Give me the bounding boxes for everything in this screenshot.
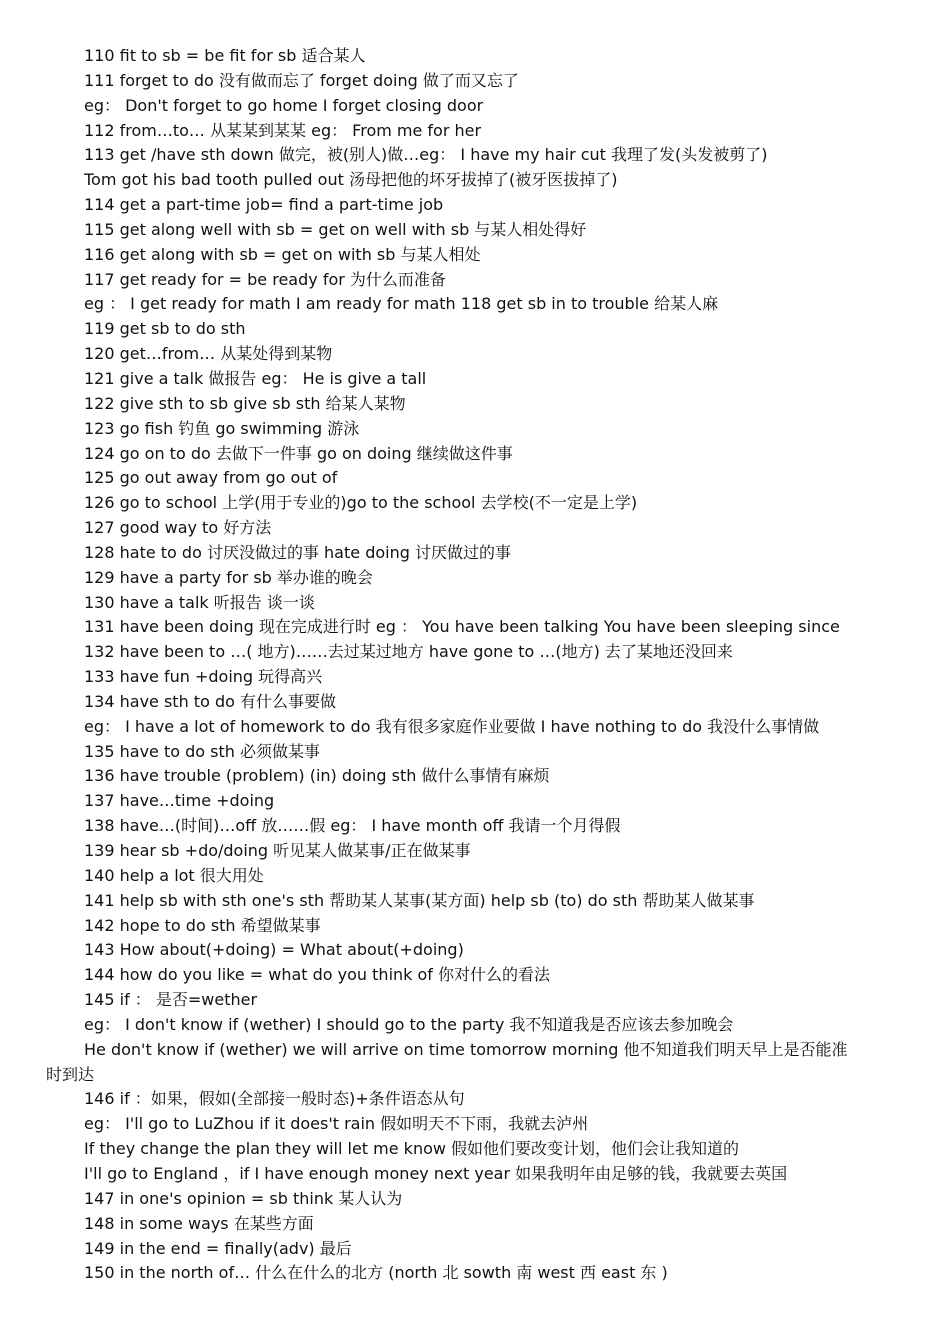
text-line: 150 in the north of… 什么在什么的北方 (north 北 sowth 南 west 西 east 东 )	[84, 1263, 668, 1283]
text-line: 122 give sth to sb give sb sth 给某人某物	[84, 393, 406, 413]
text-line: eg： Don't forget to go home I forget closing door	[84, 95, 484, 115]
text-line: 110 fit to sb = be fit for sb 适合某人	[84, 46, 366, 65]
text-line: 134 have sth to do 有什么事要做	[84, 691, 336, 711]
text-line: 148 in some ways 在某些方面	[84, 1213, 314, 1233]
text-line: 139 hear sb +do/doing 听见某人做某事/正在做某事	[84, 841, 471, 860]
text-line: 117 get ready for = be ready for 为什么而准备	[84, 269, 446, 289]
text-line: 133 have fun +doing 玩得高兴	[84, 667, 323, 687]
text-line: eg： I have a lot of homework to do 我有很多家庭作业要做 I have nothing to do 我没什么事情做	[84, 716, 820, 736]
text-line: 130 have a talk 听报告 谈一谈	[84, 592, 315, 612]
text-line: 146 if ：如果，假如(全部接一般时态)+条件语态从句	[84, 1089, 465, 1109]
text-line: 140 help a lot 很大用处	[84, 865, 264, 885]
text-line: 138 have…(时间)…off 放……假 eg： I have month off 我请一个月得假	[84, 816, 621, 836]
text-line: eg： I don't know if (wether) I should go to the party 我不知道我是否应该去参加晚会	[84, 1014, 734, 1034]
text-line: 119 get sb to do sth	[84, 319, 246, 339]
text-line: 144 how do you like = what do you think of 你对什么的看法	[84, 965, 551, 985]
text-line: 113 get /have sth down 做完，被(别人)做…eg： I have my hair cut 我理了发(头发被剪了)	[84, 145, 768, 165]
text-line: 114 get a part-time job= find a part-time job	[84, 195, 444, 215]
text-line: 127 good way to 好方法	[84, 518, 272, 538]
text-line: I'll go to England ，if I have enough money next year 如果我明年由足够的钱，我就要去英国	[84, 1163, 788, 1183]
text-line: 142 hope to do sth 希望做某事	[84, 915, 321, 935]
text-line: 112 from…to… 从某某到某某 eg： From me for her	[84, 120, 482, 140]
text-line: He don't know if (wether) we will arrive on time tomorrow morning 他不知道我们明天早上是否能准	[84, 1039, 848, 1059]
text-line: 141 help sb with sth one's sth 帮助某人某事(某方面) help sb (to) do sth 帮助某人做某事	[84, 890, 755, 910]
text-line: 135 have to do sth 必须做某事	[84, 741, 320, 761]
text-line-continuation: 时到达	[46, 1064, 95, 1084]
text-line: 126 go to school 上学(用于专业的)go to the school 去学校(不一定是上学)	[84, 493, 638, 513]
document-page	[0, 44, 950, 1286]
text-line: 124 go on to do 去做下一件事 go on doing 继续做这件事	[84, 443, 513, 463]
text-line: 147 in one's opinion = sb think 某人认为	[84, 1188, 403, 1208]
text-line: Tom got his bad tooth pulled out 汤母把他的坏牙拔掉了(被牙医拔掉了)	[84, 170, 618, 190]
text-line: 143 How about(+doing) = What about(+doing)	[84, 940, 464, 960]
text-line: 120 get…from… 从某处得到某物	[84, 344, 333, 364]
text-line: 132 have been to …( 地方)……去过某过地方 have gone to …(地方) 去了某地还没回来	[84, 642, 733, 662]
text-line: 136 have trouble (problem) (in) doing sth 做什么事情有麻烦	[84, 766, 550, 786]
text-line: 111 forget to do 没有做而忘了 forget doing 做了而又忘了	[84, 70, 519, 90]
text-line: If they change the plan they will let me know 假如他们要改变计划，他们会让我知道的	[84, 1139, 740, 1159]
text-line: 149 in the end = finally(adv) 最后	[84, 1238, 352, 1258]
text-line: 145 if ： 是否=wether	[84, 990, 258, 1010]
text-line: 131 have been doing 现在完成进行时 eg ： You have been talking You have been sleeping since	[84, 617, 840, 637]
text-line: eg ： I get ready for math I am ready for math 118 get sb in to trouble 给某人麻	[84, 294, 719, 314]
text-line: 115 get along well with sb = get on well with sb 与某人相处得好	[84, 219, 587, 239]
text-line: 125 go out away from go out of	[84, 468, 338, 488]
text-line: 129 have a party for sb 举办谁的晚会	[84, 567, 373, 587]
text-line: eg： I'll go to LuZhou if it does't rain 假如明天不下雨，我就去泸州	[84, 1114, 589, 1134]
text-line: 116 get along with sb = get on with sb 与某人相处	[84, 244, 481, 264]
text-line: 121 give a talk 做报告 eg： He is give a tall	[84, 368, 427, 388]
text-line: 137 have…time +doing	[84, 791, 275, 811]
text-line: 123 go fish 钓鱼 go swimming 游泳	[84, 418, 360, 438]
text-line: 128 hate to do 讨厌没做过的事 hate doing 讨厌做过的事	[84, 542, 511, 562]
